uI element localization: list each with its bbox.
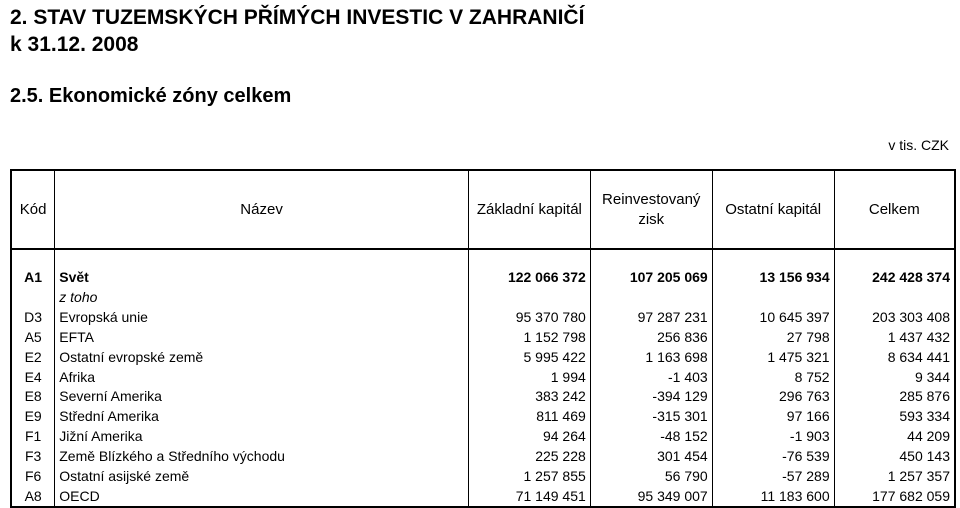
cell-nazev: OECD: [55, 486, 469, 507]
cell-nazev: Ostatní asijské země: [55, 466, 469, 486]
cell-kod: E2: [11, 347, 55, 367]
cell-zakladni: 1 152 798: [468, 328, 590, 348]
cell-zakladni: 383 242: [468, 387, 590, 407]
cell-ostatni: [712, 288, 834, 308]
cell-nazev: Svět: [55, 268, 469, 288]
cell-zakladni: [468, 288, 590, 308]
cell-ostatni: 1 475 321: [712, 347, 834, 367]
cell-reinvest: [590, 288, 712, 308]
cell-kod: A8: [11, 486, 55, 507]
cell-reinvest: 97 287 231: [590, 308, 712, 328]
cell-celkem: [834, 288, 955, 308]
cell-reinvest: 301 454: [590, 447, 712, 467]
cell-ostatni: 97 166: [712, 407, 834, 427]
cell-kod: F3: [11, 447, 55, 467]
table-row: [11, 447, 955, 467]
unit-label: v tis. CZK: [888, 137, 949, 153]
cell-kod: E8: [11, 387, 55, 407]
table-row: [11, 466, 955, 486]
cell-nazev: EFTA: [55, 328, 469, 348]
cell-kod: E4: [11, 367, 55, 387]
cell-ostatni: 11 183 600: [712, 486, 834, 507]
table-row: [11, 407, 955, 427]
page-title: 2. STAV TUZEMSKÝCH PŘÍMÝCH INVESTIC V ZAHRANIČÍ: [10, 6, 585, 29]
cell-reinvest: -394 129: [590, 387, 712, 407]
cell-zakladni: 122 066 372: [468, 268, 590, 288]
cell-reinvest: -315 301: [590, 407, 712, 427]
cell-kod: D3: [11, 308, 55, 328]
header-nazev: Název: [55, 170, 469, 249]
cell-celkem: 9 344: [834, 367, 955, 387]
header-reinvestovany-zisk: Reinvestovaný zisk: [590, 170, 712, 249]
table-row: [11, 347, 955, 367]
cell-reinvest: 1 163 698: [590, 347, 712, 367]
section-subtitle: 2.5. Ekonomické zóny celkem: [10, 85, 292, 107]
cell-kod: [11, 288, 55, 308]
cell-celkem: 450 143: [834, 447, 955, 467]
cell-ostatni: 27 798: [712, 328, 834, 348]
header-ostatni-kapital: Ostatní kapitál: [712, 170, 834, 249]
cell-reinvest: -1 403: [590, 367, 712, 387]
cell-celkem: 44 209: [834, 427, 955, 447]
cell-zakladni: 225 228: [468, 447, 590, 467]
table-row: [11, 308, 955, 328]
cell-nazev: Afrika: [55, 367, 469, 387]
cell-nazev: Evropská unie: [55, 308, 469, 328]
cell-reinvest: 256 836: [590, 328, 712, 348]
cell-ostatni: -57 289: [712, 466, 834, 486]
table-row: [11, 427, 955, 447]
header-zakladni-kapital: Základní kapitál: [468, 170, 590, 249]
cell-zakladni: 95 370 780: [468, 308, 590, 328]
spacer-row: [11, 249, 955, 268]
investment-table: [10, 169, 956, 508]
table-header-row: [11, 170, 955, 249]
cell-nazev: z toho: [55, 288, 469, 308]
table-row: [11, 486, 955, 507]
cell-ostatni: 8 752: [712, 367, 834, 387]
cell-nazev: Ostatní evropské země: [55, 347, 469, 367]
cell-nazev: Země Blízkého a Středního východu: [55, 447, 469, 467]
cell-kod: A1: [11, 268, 55, 288]
cell-kod: F6: [11, 466, 55, 486]
cell-celkem: 1 437 432: [834, 328, 955, 348]
cell-celkem: 177 682 059: [834, 486, 955, 507]
header-celkem: Celkem: [834, 170, 955, 249]
cell-celkem: 8 634 441: [834, 347, 955, 367]
cell-reinvest: 95 349 007: [590, 486, 712, 507]
cell-reinvest: 107 205 069: [590, 268, 712, 288]
cell-ostatni: 13 156 934: [712, 268, 834, 288]
cell-nazev: Jižní Amerika: [55, 427, 469, 447]
cell-celkem: 285 876: [834, 387, 955, 407]
cell-kod: F1: [11, 427, 55, 447]
cell-zakladni: 1 257 855: [468, 466, 590, 486]
cell-nazev: Střední Amerika: [55, 407, 469, 427]
cell-ostatni: -76 539: [712, 447, 834, 467]
cell-zakladni: 811 469: [468, 407, 590, 427]
cell-celkem: 203 303 408: [834, 308, 955, 328]
cell-zakladni: 94 264: [468, 427, 590, 447]
cell-nazev: Severní Amerika: [55, 387, 469, 407]
table-row: [11, 268, 955, 288]
cell-ostatni: 296 763: [712, 387, 834, 407]
cell-zakladni: 1 994: [468, 367, 590, 387]
table-row: [11, 288, 955, 308]
cell-kod: E9: [11, 407, 55, 427]
table-row: [11, 328, 955, 348]
cell-celkem: 593 334: [834, 407, 955, 427]
header-kod: Kód: [11, 170, 55, 249]
cell-zakladni: 5 995 422: [468, 347, 590, 367]
table-row: [11, 367, 955, 387]
cell-zakladni: 71 149 451: [468, 486, 590, 507]
cell-ostatni: -1 903: [712, 427, 834, 447]
cell-reinvest: -48 152: [590, 427, 712, 447]
page-date: k 31.12. 2008: [10, 33, 139, 56]
cell-celkem: 1 257 357: [834, 466, 955, 486]
cell-celkem: 242 428 374: [834, 268, 955, 288]
table-row: [11, 387, 955, 407]
cell-kod: A5: [11, 328, 55, 348]
cell-reinvest: 56 790: [590, 466, 712, 486]
cell-ostatni: 10 645 397: [712, 308, 834, 328]
